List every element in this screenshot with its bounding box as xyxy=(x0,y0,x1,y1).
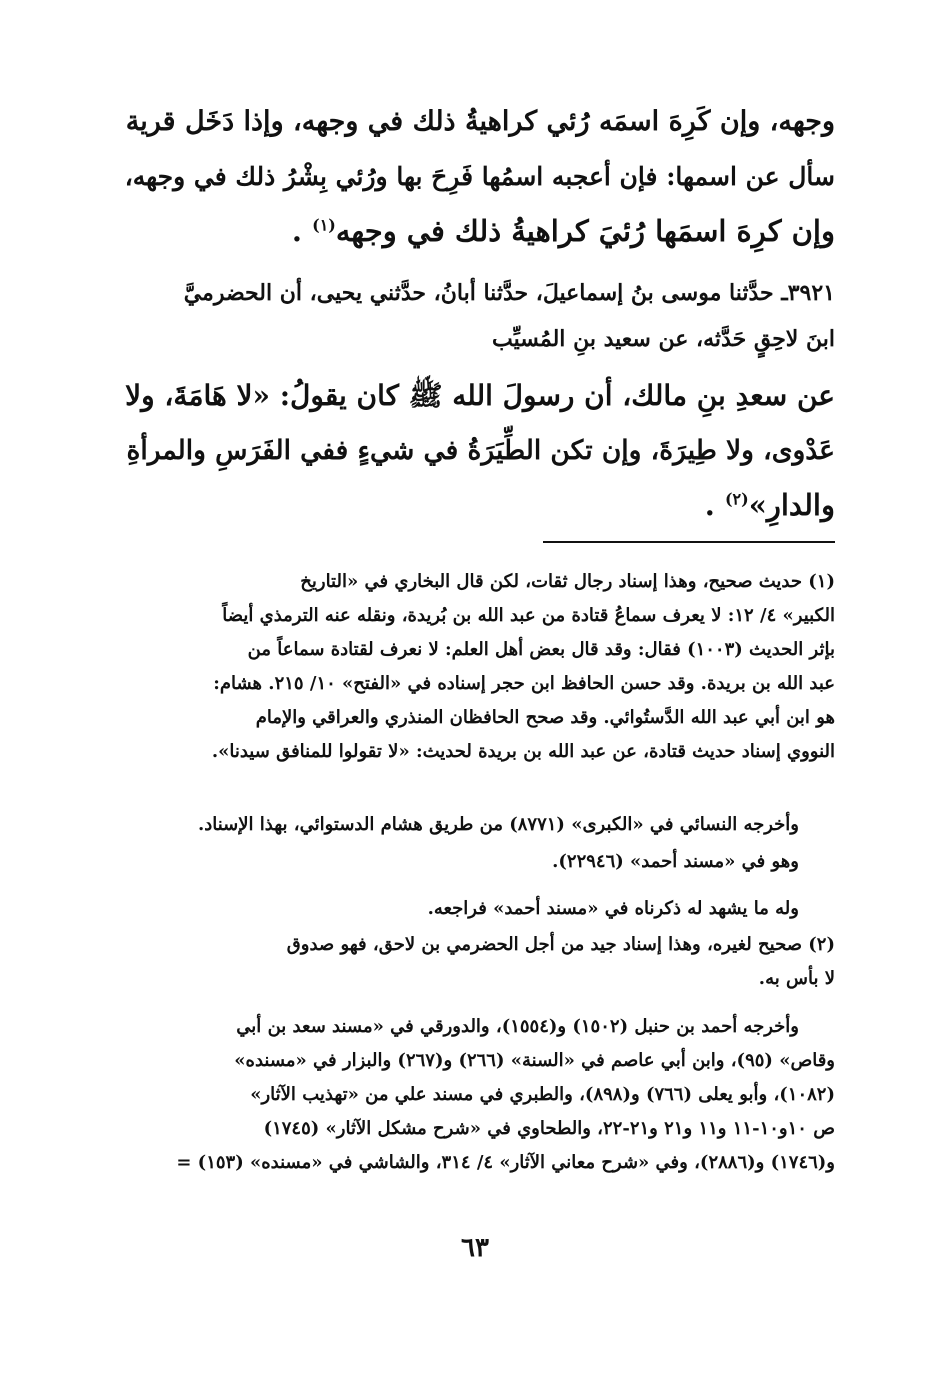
footnote-line: وقاص» (٩٥)، وابن أبي عاصم في «السنة» (٢٦٦) و(٢٦٧) والبزار في «مسنده» xyxy=(234,1050,835,1071)
isnad-line: ابنَ لاحِقٍ حَدَّثه، عن سعيد بنِ المُسيِّب xyxy=(492,326,835,352)
footnote-line: بإثر الحديث (١٠٠٣) فقال: وقد قال بعض أهل العلم: لا نعرف لقتادة سماعاً من xyxy=(247,639,835,660)
text-line: عن سعدِ بنِ مالك، أن رسولَ الله ﷺ كان يقولُ: «لا هَامَةَ، ولا xyxy=(125,379,835,412)
footnote-line: (١٠٨٢)، وأبو يعلى (٧٦٦) و(٨٩٨)، والطبري في مسند علي من «تهذيب الآثار» xyxy=(250,1084,835,1105)
footnote-1-extra-3 xyxy=(115,892,835,926)
hadith-matn xyxy=(115,368,835,533)
footnote-2-sources xyxy=(115,1010,835,1180)
text-line-content: والدارِ» xyxy=(748,488,835,522)
footnote-line: و(١٧٤٦) و(٢٨٨٦)، وفي «شرح معاني الآثار» ٤/ ٣١٤، والشاشي في «مسنده» (١٥٣) = xyxy=(176,1152,835,1173)
text-line xyxy=(115,478,835,533)
hadith-isnad xyxy=(115,270,835,362)
footnote-line: هو ابن أبي عبد الله الدَّستُوائي. وقد صحح الحافظان المنذري والعراقي والإمام xyxy=(255,707,835,728)
footnote-marker-2: (٢) xyxy=(724,489,749,509)
text-line xyxy=(115,204,835,259)
footnote-line: عبد الله بن بريدة. وقد حسن الحافظ ابن حجر إسناده في «الفتح» ١٠/ ٢١٥. هشام: xyxy=(213,673,835,694)
text-line: وجهه، وإن كَرِهَ اسمَه رُئي كراهيةُ ذلك في وجهه، وإذا دَخَل قرية xyxy=(125,106,835,137)
footnote-marker-1: (١) xyxy=(312,215,336,235)
isnad-line: ٣٩٢١ـ حدَّثنا موسى بنُ إسماعيلَ، حدَّثنا أبانُ، حدَّثني يحيى، أن الحضرميَّ xyxy=(183,280,835,306)
footnote-line: وأخرجه أحمد بن حنبل (١٥٠٢) و(١٥٥٤)، والدورقي في «مسند سعد بن أبي xyxy=(236,1016,799,1037)
footnote-1 xyxy=(115,565,835,769)
main-paragraph-1 xyxy=(115,94,835,259)
footnote-1-extra-1 xyxy=(115,808,835,842)
text-line: سأل عن اسمها: فإن أعجبه اسمُها فَرِحَ بها ورُئي بِشْرُ ذلك في وجهه، xyxy=(124,162,835,191)
footnote-line: لا بأس به. xyxy=(758,968,835,989)
footnote-separator xyxy=(543,541,835,543)
footnote-line: وهو في «مسند أحمد» (٢٢٩٤٦). xyxy=(552,851,799,872)
footnote-line: (١) حديث صحيح، وهذا إسناد رجال ثقات، لكن قال البخاري في «التاريخ xyxy=(300,571,835,592)
footnote-line: ص ١٠و١٠-١١ و١١ و٢١ و٢١-٢٢، والطحاوي في «شرح مشكل الآثار» (١٧٤٥) xyxy=(263,1118,835,1139)
sentence-end: . xyxy=(291,214,302,248)
footnote-2 xyxy=(115,928,835,996)
footnote-1-extra-2 xyxy=(115,845,835,879)
text-line-content: وإن كرِهَ اسمَها رُئيَ كراهيةُ ذلك في وجهه xyxy=(335,214,835,248)
footnote-line: (٢) صحيح لغيره، وهذا إسناد جيد من أجل الحضرمي بن لاحق، فهو صدوق xyxy=(286,934,835,955)
footnote-line: النووي إسناد حديث قتادة، عن عبد الله بن بريدة لحديث: «لا تقولوا للمنافق سيدنا». xyxy=(211,741,835,762)
footnote-line: وأخرجه النسائي في «الكبرى» (٨٧٧١) من طريق هشام الدستوائي، بهذا الإسناد. xyxy=(197,814,799,835)
footnote-line: الكبير» ٤/ ١٢: لا يعرف سماعُ قتادة من عبد الله بن بُريدة، ونقله عنه الترمذي أيضاً xyxy=(222,605,835,626)
footnote-line: وله ما يشهد له ذكرناه في «مسند أحمد» فراجعه. xyxy=(427,898,799,919)
sentence-end: . xyxy=(704,488,715,522)
page-number: ٦٣ xyxy=(461,1233,489,1263)
text-line: عَدْوى، ولا طِيرَةَ، وإن تكن الطِّيَرَةُ في شيءٍ ففي الفَرَسِ والمرأةِ xyxy=(126,435,835,466)
